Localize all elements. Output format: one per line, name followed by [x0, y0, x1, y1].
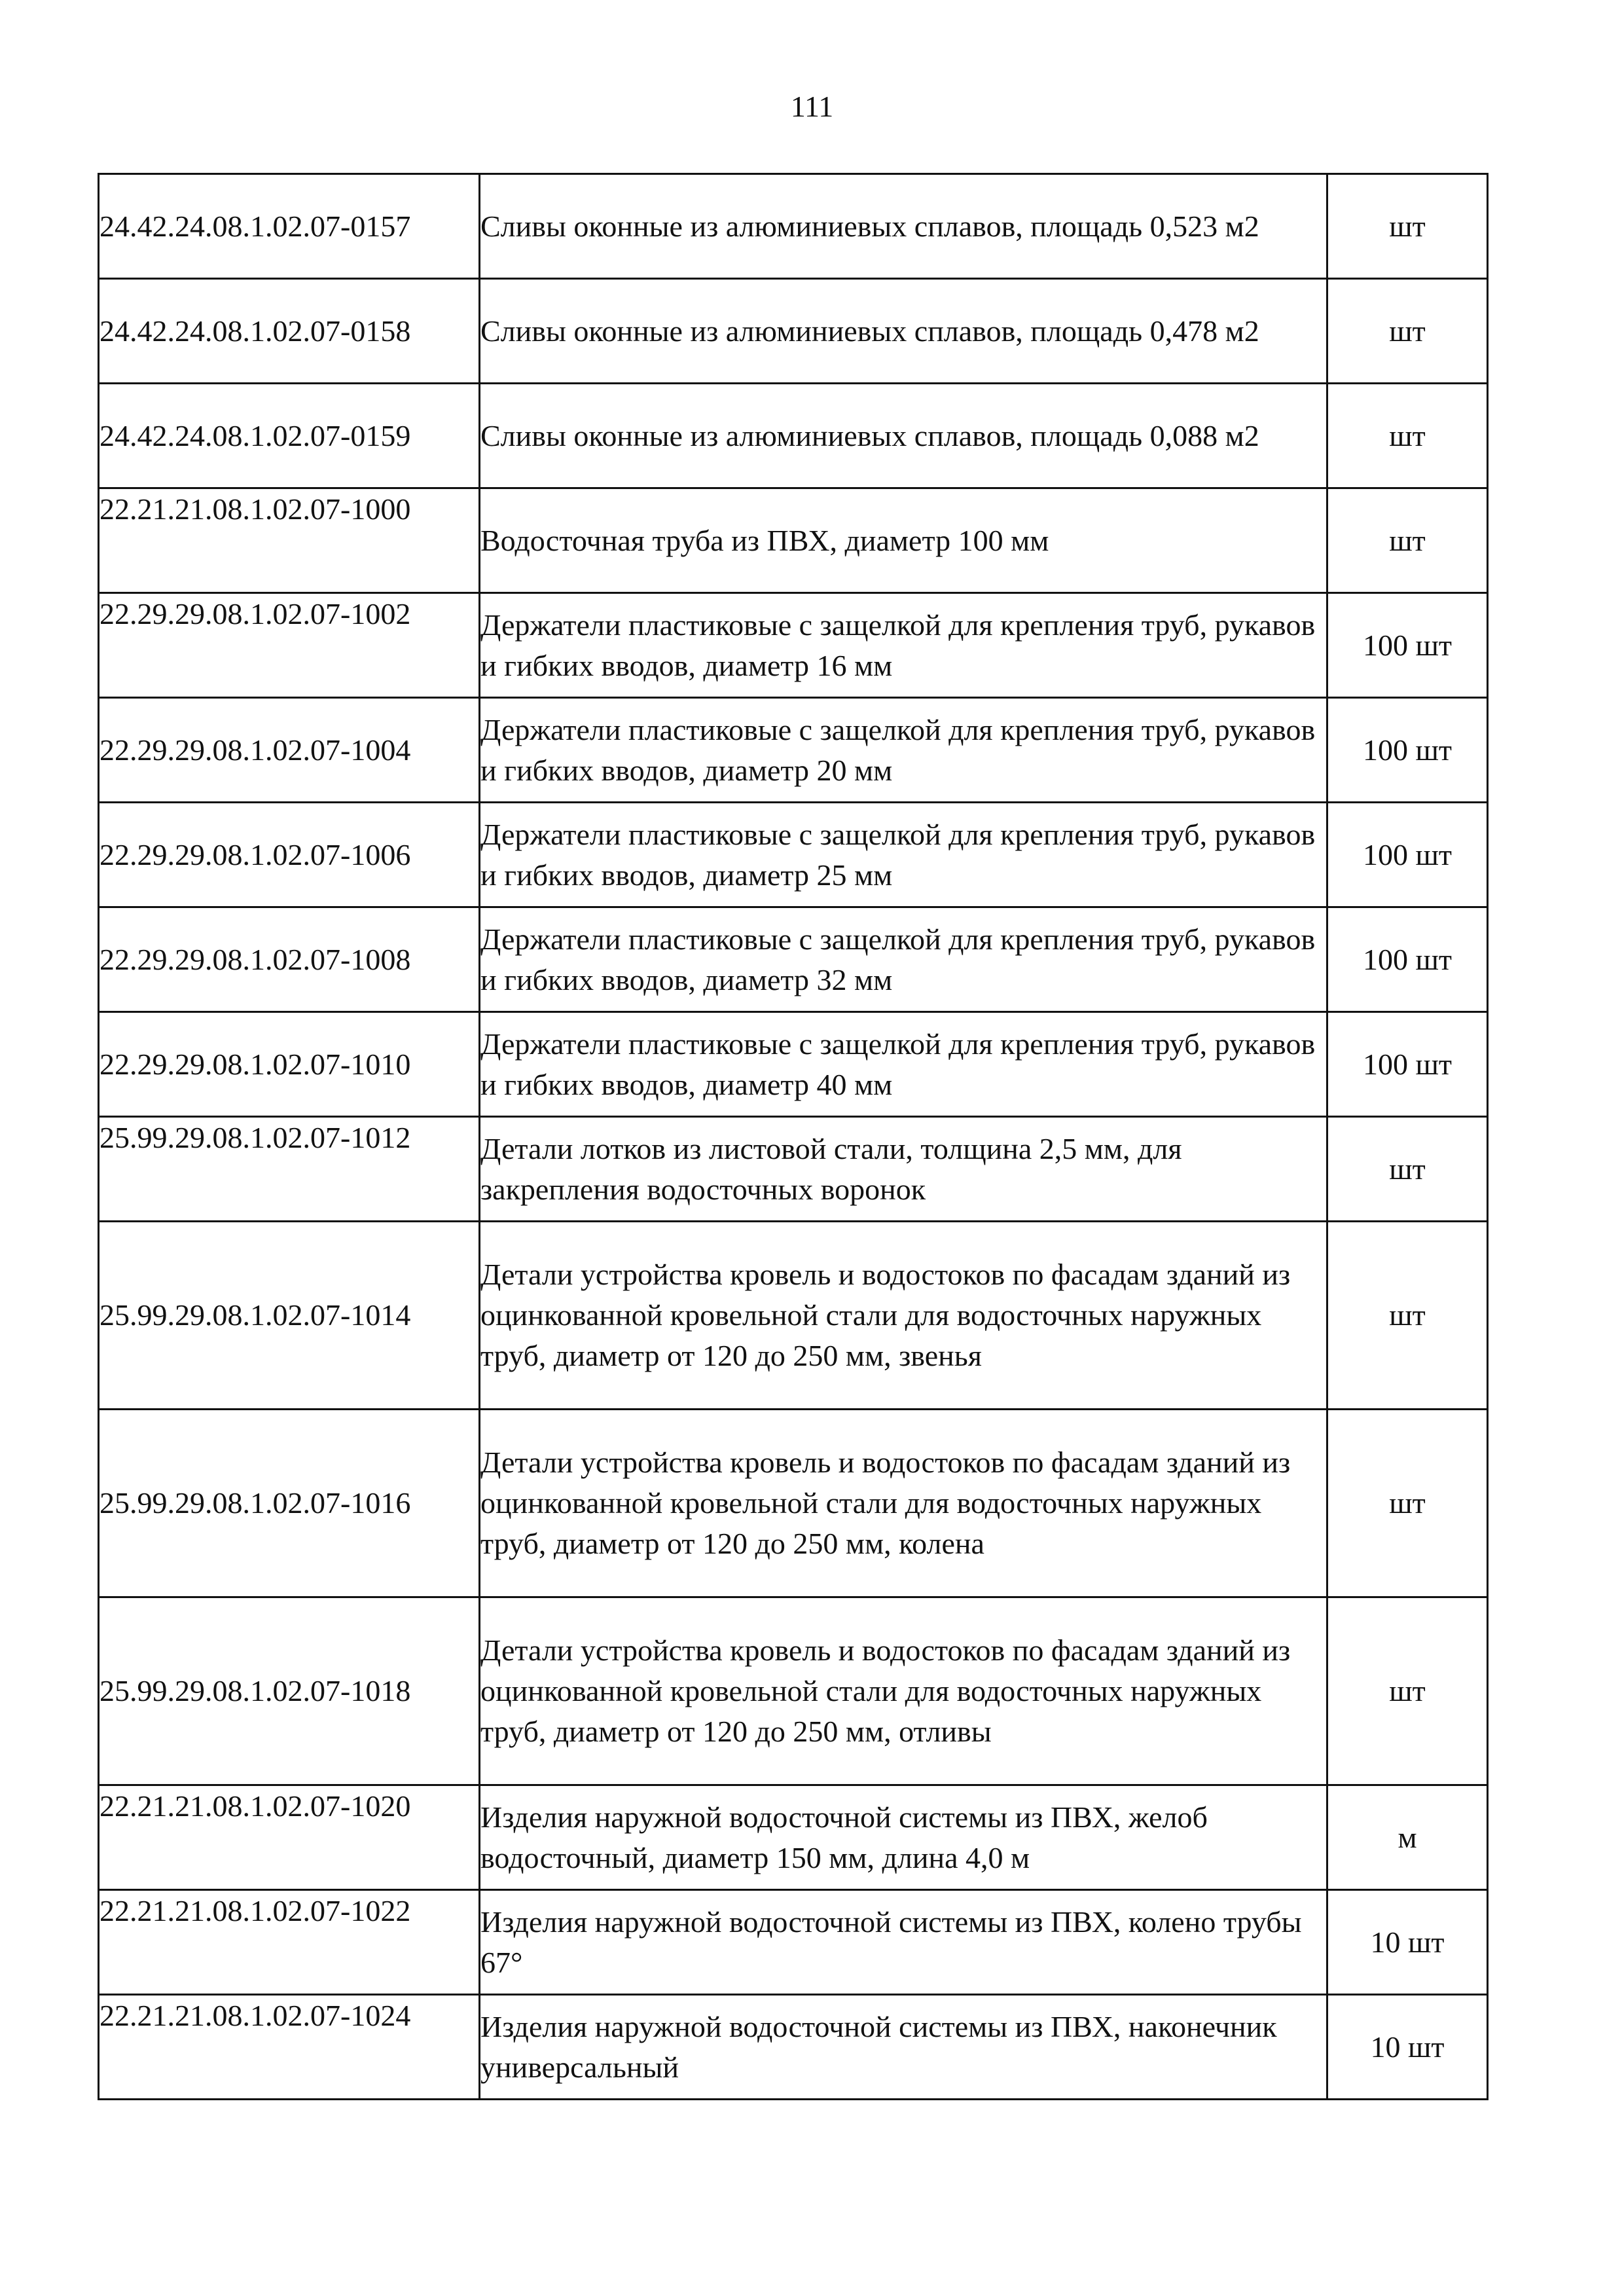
resource-description: Изделия наружной водосточной системы из ПВХ, наконечник универсальный [480, 1995, 1327, 2100]
resource-code: 22.29.29.08.1.02.07-1010 [99, 1012, 480, 1117]
resource-description: Держатели пластиковые с защелкой для крепления труб, рукавов и гибких вводов, диаметр 25 мм [480, 803, 1327, 907]
table-row [99, 1597, 1488, 1785]
unit-of-measure: шт [1327, 1222, 1488, 1410]
resource-code: 22.29.29.08.1.02.07-1006 [99, 803, 480, 907]
resource-description: Детали устройства кровель и водостоков по фасадам зданий из оцинкованной кровельной стали для водосточных наружных труб, диаметр от 120 до 250 мм, колена [480, 1410, 1327, 1597]
resource-table [98, 173, 1489, 2100]
unit-of-measure: 100 шт [1327, 1012, 1488, 1117]
unit-of-measure: шт [1327, 174, 1488, 279]
table-row [99, 279, 1488, 384]
resource-description: Детали устройства кровель и водостоков по фасадам зданий из оцинкованной кровельной стали для водосточных наружных труб, диаметр от 120 до 250 мм, звенья [480, 1222, 1327, 1410]
resource-description: Сливы оконные из алюминиевых сплавов, площадь 0,088 м2 [480, 384, 1327, 488]
table-row [99, 174, 1488, 279]
unit-of-measure: 10 шт [1327, 1890, 1488, 1995]
table-row [99, 1117, 1488, 1222]
resource-code: 24.42.24.08.1.02.07-0158 [99, 279, 480, 384]
unit-of-measure: шт [1327, 1410, 1488, 1597]
resource-code: 25.99.29.08.1.02.07-1014 [99, 1222, 480, 1410]
resource-code: 22.21.21.08.1.02.07-1000 [99, 488, 480, 593]
resource-description: Держатели пластиковые с защелкой для крепления труб, рукавов и гибких вводов, диаметр 32 мм [480, 907, 1327, 1012]
unit-of-measure: 100 шт [1327, 803, 1488, 907]
resource-code: 25.99.29.08.1.02.07-1016 [99, 1410, 480, 1597]
resource-description: Держатели пластиковые с защелкой для крепления труб, рукавов и гибких вводов, диаметр 20 мм [480, 698, 1327, 803]
resource-code: 25.99.29.08.1.02.07-1012 [99, 1117, 480, 1222]
resource-description: Сливы оконные из алюминиевых сплавов, площадь 0,478 м2 [480, 279, 1327, 384]
resource-code: 22.21.21.08.1.02.07-1022 [99, 1890, 480, 1995]
table-row [99, 1890, 1488, 1995]
resource-description: Держатели пластиковые с защелкой для крепления труб, рукавов и гибких вводов, диаметр 16 мм [480, 593, 1327, 698]
table-row [99, 593, 1488, 698]
resource-code: 22.21.21.08.1.02.07-1024 [99, 1995, 480, 2100]
resource-code: 24.42.24.08.1.02.07-0159 [99, 384, 480, 488]
table-row [99, 384, 1488, 488]
resource-description: Водосточная труба из ПВХ, диаметр 100 мм [480, 488, 1327, 593]
resource-code: 24.42.24.08.1.02.07-0157 [99, 174, 480, 279]
table-row [99, 488, 1488, 593]
resource-description: Изделия наружной водосточной системы из ПВХ, желоб водосточный, диаметр 150 мм, длина 4,0 м [480, 1785, 1327, 1890]
unit-of-measure: 100 шт [1327, 907, 1488, 1012]
unit-of-measure: шт [1327, 279, 1488, 384]
unit-of-measure: м [1327, 1785, 1488, 1890]
unit-of-measure: шт [1327, 384, 1488, 488]
table-row [99, 1222, 1488, 1410]
resource-description: Изделия наружной водосточной системы из ПВХ, колено трубы 67° [480, 1890, 1327, 1995]
table-row [99, 803, 1488, 907]
unit-of-measure: 10 шт [1327, 1995, 1488, 2100]
page-number: 111 [790, 90, 834, 123]
resource-code: 22.29.29.08.1.02.07-1008 [99, 907, 480, 1012]
resource-description: Детали устройства кровель и водостоков по фасадам зданий из оцинкованной кровельной стали для водосточных наружных труб, диаметр от 120 до 250 мм, отливы [480, 1597, 1327, 1785]
table-row [99, 1785, 1488, 1890]
unit-of-measure: шт [1327, 1117, 1488, 1222]
unit-of-measure: шт [1327, 488, 1488, 593]
resource-description: Детали лотков из листовой стали, толщина 2,5 мм, для закрепления водосточных воронок [480, 1117, 1327, 1222]
resource-code: 22.29.29.08.1.02.07-1002 [99, 593, 480, 698]
resource-description: Сливы оконные из алюминиевых сплавов, площадь 0,523 м2 [480, 174, 1327, 279]
table-row [99, 1995, 1488, 2100]
resource-code: 22.21.21.08.1.02.07-1020 [99, 1785, 480, 1890]
unit-of-measure: 100 шт [1327, 593, 1488, 698]
resource-code: 22.29.29.08.1.02.07-1004 [99, 698, 480, 803]
unit-of-measure: шт [1327, 1597, 1488, 1785]
table-row [99, 1410, 1488, 1597]
resource-code: 25.99.29.08.1.02.07-1018 [99, 1597, 480, 1785]
table-row [99, 698, 1488, 803]
resource-description: Держатели пластиковые с защелкой для крепления труб, рукавов и гибких вводов, диаметр 40 мм [480, 1012, 1327, 1117]
table-row [99, 1012, 1488, 1117]
unit-of-measure: 100 шт [1327, 698, 1488, 803]
table-row [99, 907, 1488, 1012]
